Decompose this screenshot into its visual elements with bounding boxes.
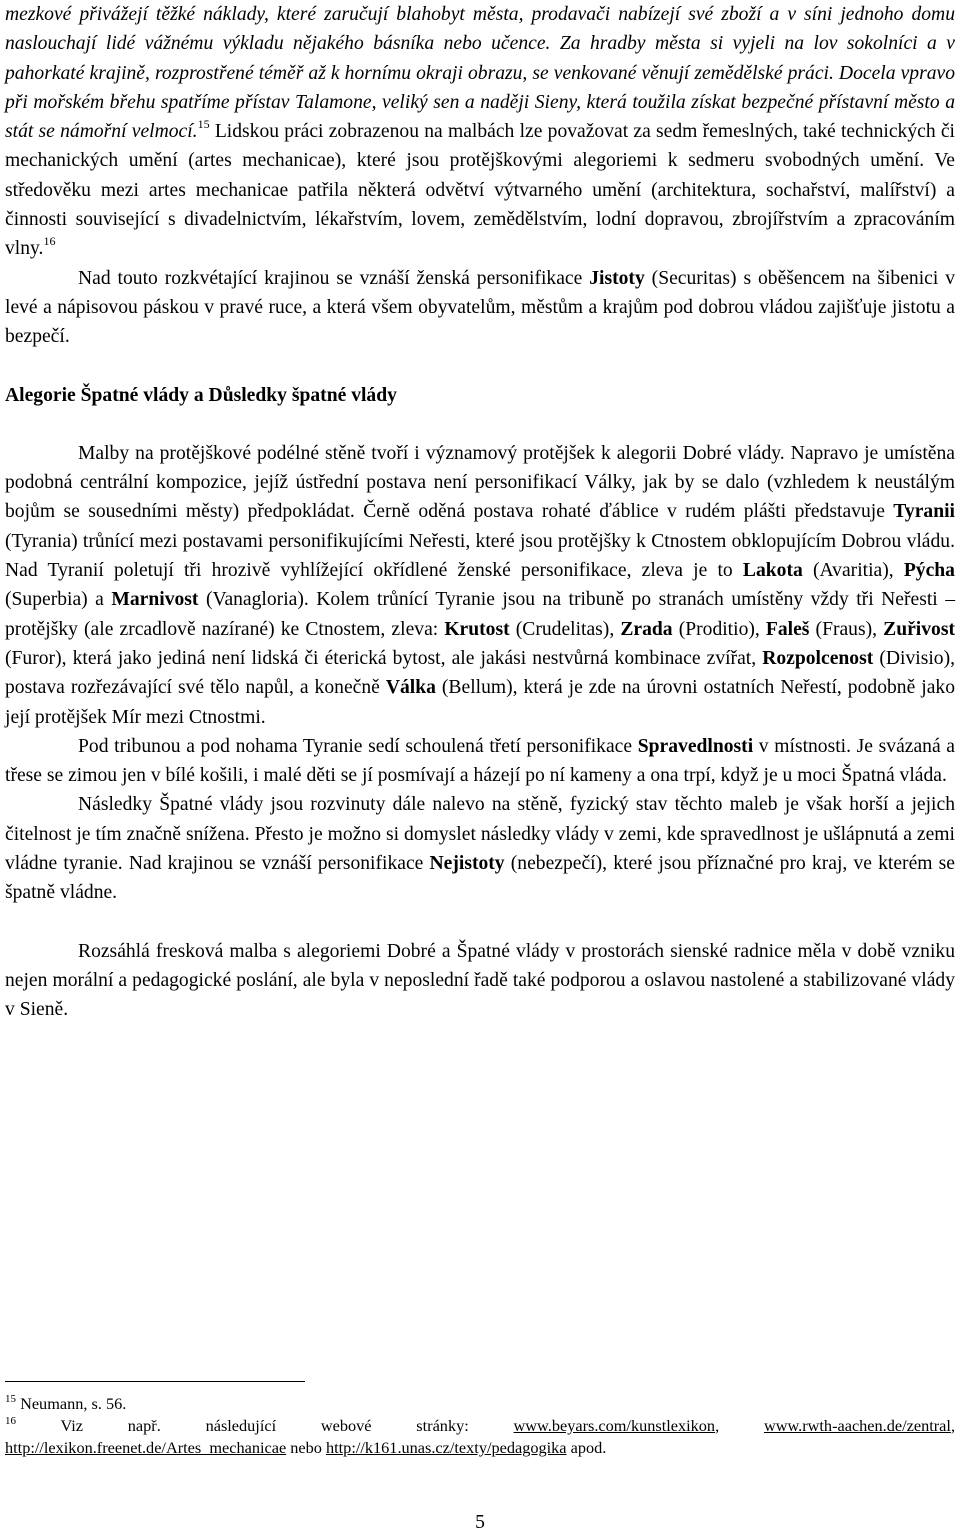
footnotes (5, 1393, 955, 1459)
text-run: (Avaritia), (802, 560, 904, 582)
text-run: (Fraus), (809, 618, 884, 640)
term-jistoty: Jistoty (589, 267, 645, 289)
footnote-ref-16[interactable]: 16 (43, 234, 56, 249)
text-run: Následky Špatné vlády jsou rozvinuty dále nalevo na stěně, fyzický stav těchto maleb je však horší a jejich čitelnost je tím značně snížena. Přesto je možno si domyslet následky vlády v zemi, kde spravedlnost je ušlápnutá a zemi vládne tyranie. Nad krajinou se vznáší personifikace (5, 794, 955, 875)
text-run: (Securitas) s oběšencem na šibenici v levé a nápisovou páskou v pravé ruce, a která všem obyvatelům, městům a krajům pod dobrou vládou zajišťuje jistotu a bezpečí. (5, 267, 956, 348)
text-run: (Crudelitas), (509, 618, 621, 640)
paragraph-securitas (5, 264, 955, 352)
term-zrada: Zrada (620, 618, 673, 640)
text-run: (Superbia) a (5, 589, 112, 611)
footnote-15 (5, 1393, 955, 1415)
footnote-text: nebo (286, 1438, 326, 1457)
page-number: 5 (475, 1512, 485, 1533)
term-valka: Válka (385, 677, 436, 699)
term-tyranii: Tyranii (893, 501, 955, 523)
footnote-text: Neumann, s. 56. (16, 1394, 127, 1413)
term-pycha: Pýcha (903, 560, 955, 582)
footnote-text: Viz např. následující webové stránky: (16, 1416, 514, 1435)
footnote-divider (5, 1381, 305, 1382)
text-run: Nad touto rozkvétající krajinou se vznáší ženská personifikace (78, 267, 590, 289)
link-rwth-aachen[interactable]: www.rwth-aachen.de/zentral (763, 1416, 951, 1435)
text-run: v místnosti. Je svázaná a třese se zimou jen v bílé košili, i malé děti se jí posmívají a házejí po ní kameny a ona trpí, když je u moci Špatná vláda. (5, 735, 955, 787)
paragraph-justice (5, 732, 955, 791)
footnote-ref-15[interactable]: 15 (197, 117, 210, 132)
term-lakota: Lakota (742, 560, 803, 582)
footnote-number: 15 (5, 1393, 16, 1405)
text-run: Pod tribunou a pod nohama Tyranie sedí schoulená třetí personifikace (78, 735, 638, 757)
paragraph-consequences (5, 790, 955, 907)
link-beyars[interactable]: www.beyars.com/kunstlexikon (513, 1416, 716, 1435)
footnote-text: apod. (566, 1438, 607, 1457)
italic-description: mezkové přivážejí těžké náklady, které zaručují blahobyt města, prodavači nabízejí své zboží a v síni jednoho domu naslouchají lidé vážnému výkladu nějakého básníka nebo učence. Za hradby města si vyjeli na lov sokolníci a v pahorkaté krajině, rozprostřené téměř až k hornímu okraji obrazu, se venkované věnují zemědělské práci. Docela vpravo při mořském břehu spatříme přístav Talamone, veliký sen a naději Sieny, která toužila získat bezpečné přístavní město a stát se námořní velmocí. (5, 4, 955, 143)
link-unas-pedagogika[interactable]: http://k161.unas.cz/texty/pedagogika (325, 1438, 567, 1457)
term-zurivost: Zuřivost (883, 618, 955, 640)
paragraph-good-government-effects (5, 0, 955, 264)
section-heading: Alegorie Špatné vlády a Důsledky špatné vlády (5, 384, 397, 406)
document-body (5, 0, 955, 1025)
term-krutost: Krutost (444, 618, 510, 640)
text-run: (Divisio), postava rozřezávající své tělo napůl, a konečně (5, 647, 955, 699)
text-run: (nebezpečí), které jsou příznačné pro kraj, ve kterém se špatně vládne. (5, 853, 955, 904)
term-fales: Faleš (765, 618, 810, 640)
footnote-text: , (950, 1416, 956, 1435)
text-run: (Vanagloria). Kolem trůnící Tyranie jsou na tribuně po stranách umístěny vždy tři Neřesti – protějšky (ale zrcadlově nazírané) ke Ctnostem, zleva: (5, 589, 955, 640)
term-rozpolcenost: Rozpolcenost (762, 647, 874, 669)
text-run: Malby na protějškové podélné stěně tvoří i významový protějšek k alegorii Dobré vlády. Napravo je umístěna podobná centrální kompozice, jejíž ústřední postava není personifikací Války, jak by se dalo (vzhledem k neustálým bojům se sousedními městy) předpokládat. Černě oděná postava rohaté ďáblice v rudém plášti představuje (5, 442, 955, 523)
link-freenet-lexikon[interactable]: http://lexikon.freenet.de/Artes_mechanicae (5, 1438, 287, 1457)
text-run: (Proditio), (672, 618, 766, 640)
paragraph-conclusion: Rozsáhlá fresková malba s alegoriemi Dobré a Špatné vlády v prostorách sienské radnice měla v době vzniku nejen morální a pedagogické poslání, ale byla v neposlední řadě také podporou a oslavou nastolené a stabilizované vlády v Sieně. (5, 940, 955, 1021)
paragraph-bad-government (5, 439, 955, 732)
text-run: (Bellum), která je zde na úrovni ostatních Neřestí, podobně jako její protějšek Mír mezi Ctnostmi. (5, 677, 955, 728)
term-nejistoty: Nejistoty (429, 853, 505, 875)
footnote-16 (5, 1415, 955, 1437)
footnote-number: 16 (5, 1415, 16, 1427)
term-marnivost: Marnivost (111, 589, 199, 611)
footnote-16-continued (5, 1437, 955, 1459)
text-run: (Furor), která jako jediná není lidská či éterická bytost, ale jakási nestvůrná kombinace zvířat, (5, 647, 763, 669)
text-run: (Tyrania) trůnící mezi postavami personifikujícími Neřesti, které jsou protějšky k Ctnostem obklopujícím Dobrou vládu. Nad Tyranií poletují tři hrozivě vyhlížející okřídlené ženské personifikace, zleva je to (5, 530, 955, 582)
footnote-text: , (715, 1416, 764, 1435)
paragraph-text: Lidskou práci zobrazenou na malbách lze považovat za sedm řemeslných, také technických či mechanických umění (artes mechanicae), které jsou protějškovými alegoriemi k sedmeru svobodných umění. Ve středověku mezi artes mechanicae patřila některá odvětví výtvarného umění (architektura, sochařství, malířství) a činnosti související s divadelnictvím, lékařstvím, lovem, zemědělstvím, lodní dopravou, zbrojířstvím a zpracováním vlny. (5, 121, 955, 260)
term-spravedlnosti: Spravedlnosti (637, 735, 754, 757)
